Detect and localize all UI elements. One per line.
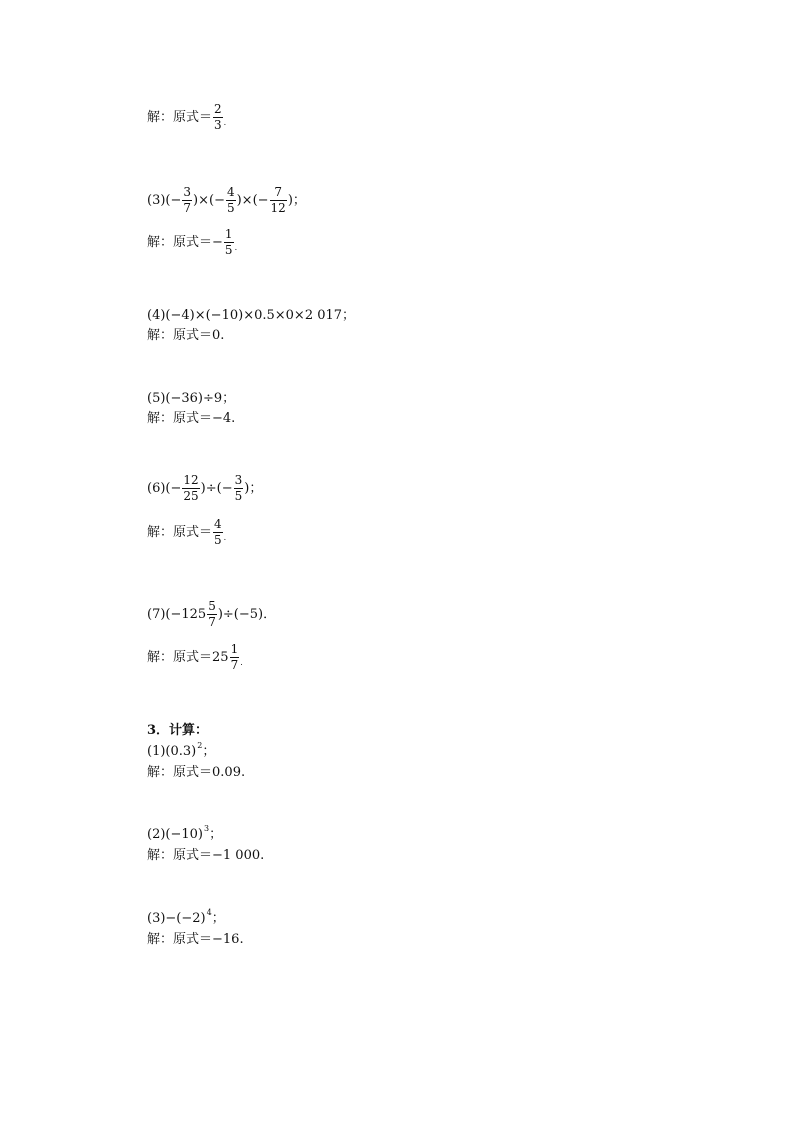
solution-7: 解：原式＝ 25 $\frac{1}{7}$ . [147,642,243,672]
solution-5: 解：原式＝ −4. [147,411,236,426]
q3-problem-3: (3)−(−2) 4 ； [147,907,225,926]
question-3-heading: 3．计算： [147,723,209,738]
fraction: $\frac{5}{7}$ [208,599,216,629]
problem-5: (5)(−36)÷9； [147,391,236,406]
fraction: $\frac{7}{12}$ [270,185,286,215]
fraction: $\frac{3}{7}$ [183,185,192,215]
solution-line-2: 解：原式＝ $\frac{2}{3}$ . [147,102,227,132]
solution-3: 解：原式＝ − $\frac{1}{5}$ . [147,227,238,257]
fraction: $\frac{12}{25}$ [183,473,199,503]
fraction: $\frac{2}{3}$ [214,102,222,132]
solution-4: 解：原式＝ 0. [147,328,225,343]
q3-solution-3: 解：原式＝ −16. [147,932,244,947]
problem-4: (4)(−4)×(−10)×0.5×0×2 017； [147,308,356,323]
solution-prefix: 解：原式＝ [147,109,213,125]
problem-3: (3)(− $\frac{3}{7}$ )×(− $\frac{4}{5}$ )×(− $\frac{7}{12}$ )； [147,185,306,215]
q3-problem-2: (2)(−10) 3 ； [147,823,223,842]
fraction: $\frac{1}{5}$ [224,227,233,257]
fraction: $\frac{3}{5}$ [234,473,243,503]
fraction: $\frac{4}{5}$ [214,517,222,547]
q3-solution-1: 解：原式＝ 0.09. [147,765,246,780]
fraction: $\frac{4}{5}$ [226,185,235,215]
problem-7: (7)(−125 $\frac{5}{7}$ )÷(−5)． [147,599,277,629]
q3-solution-2: 解：原式＝ −1 000. [147,848,265,863]
solution-6: 解：原式＝ $\frac{4}{5}$ . [147,517,227,547]
fraction: $\frac{1}{7}$ [230,642,239,672]
problem-6: (6)(− $\frac{12}{25}$ )÷(− $\frac{3}{5}$ )； [147,473,263,503]
q3-problem-1: (1)(0.3) 2 ； [147,740,216,759]
